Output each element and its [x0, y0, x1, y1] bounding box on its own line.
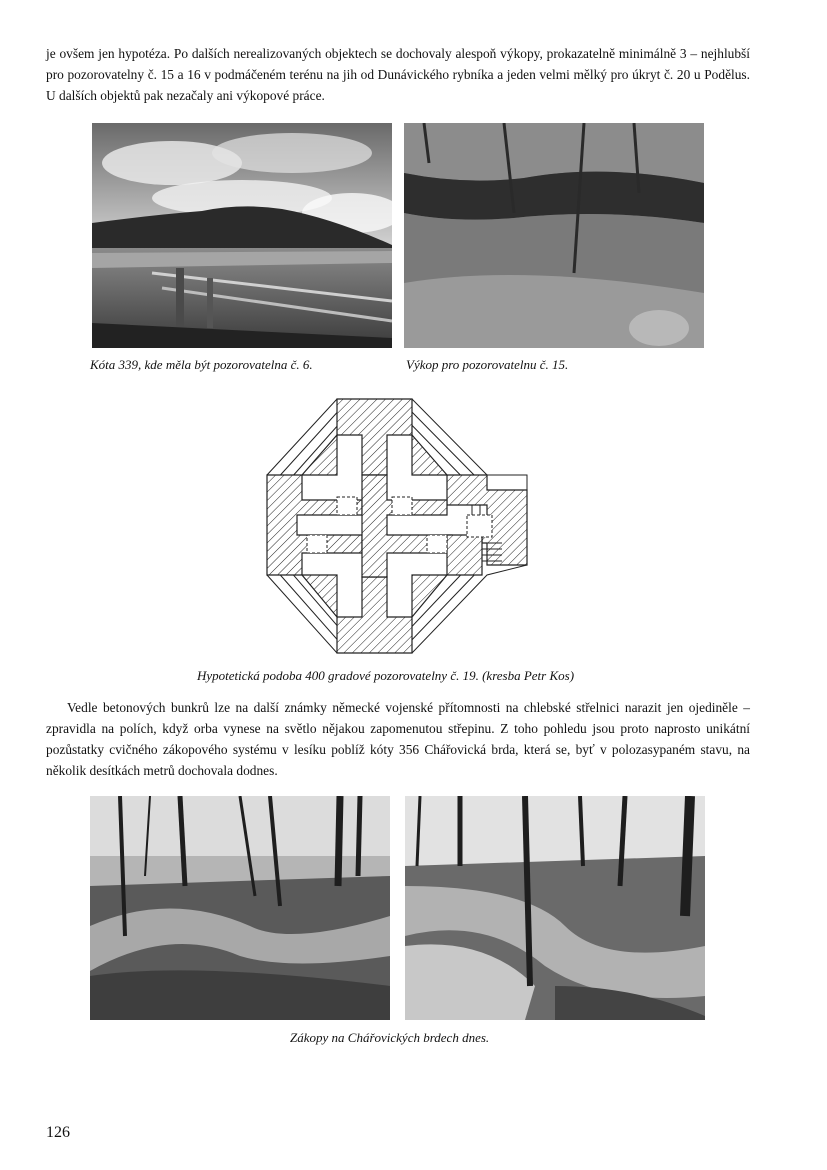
trench-photo-right: [405, 796, 705, 1020]
excavation-photo: [404, 123, 704, 348]
trench-photos-caption: Zákopy na Chářovických brdech dnes.: [290, 1030, 490, 1045]
photo-2-caption: Výkop pro pozorovatelnu č. 15.: [406, 357, 569, 372]
page-number: 126: [46, 1124, 70, 1141]
drawing-caption: Hypotetická podoba 400 gradové pozorovatelny č. 19. (kresba Petr Kos): [197, 668, 575, 683]
hill-photo: [92, 123, 392, 348]
paragraph-middle: Vedle betonových bunkrů lze na další známky německé vojenské přítomnosti na chlebské střelnici narazit jen ojediněle – zpravidla na polích, když orba vynese na světlo nějakou zapomenutou střepinu. Z toho pohledu jsou proto naprosto unikátní pozůstatky cvičného zákopového systému v lesíku poblíž kóty 356 Chářovická brda, která se, byť v polozasypaném stavu, na několik desítkách metrů dochovala dodnes.: [46, 700, 750, 778]
paragraph-top: je ovšem jen hypotéza. Po dalších nerealizovaných objektech se dochovaly alespoň výkopy, prokazatelně minimálně 3 – nejhlubší pro pozorovatelny č. 15 a 16 v podmáčeném terénu na jih od Dunávického rybníka a jeden velmi mělký pro úkryt č. 20 u Podělus. U dalších objektů pak nezačaly ani výkopové práce.: [46, 46, 750, 103]
observation-post-floor-plan: [262, 395, 532, 657]
photo-1-caption: Kóta 339, kde měla být pozorovatelna č. 6.: [90, 357, 313, 372]
trench-photo-left: [90, 796, 390, 1020]
